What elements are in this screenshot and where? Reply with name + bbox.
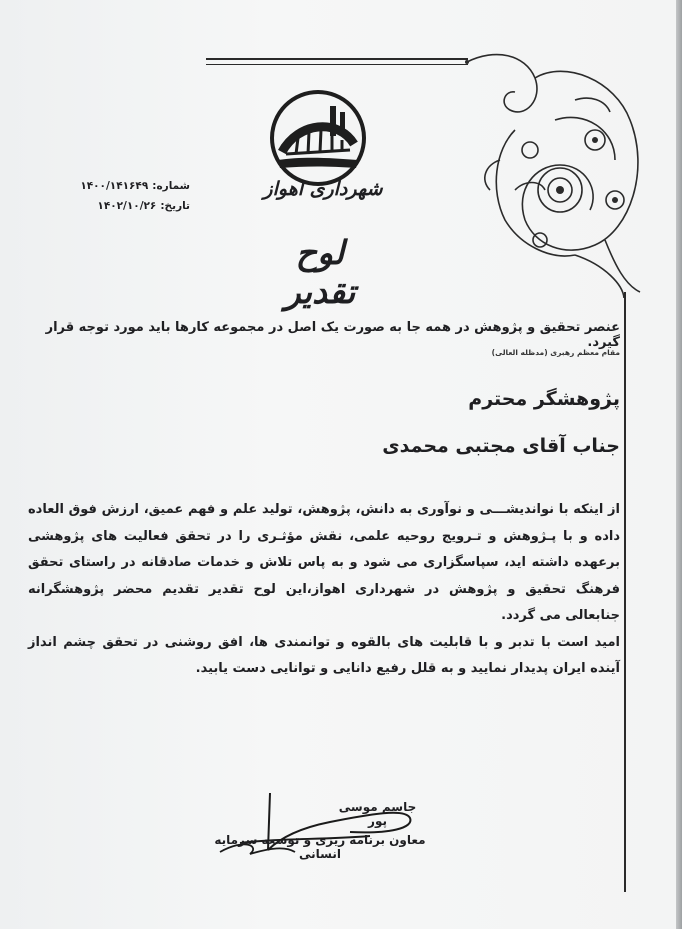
date-row [70, 196, 190, 216]
certificate-body [28, 497, 620, 683]
certificate-title: لوح تقدیر [284, 233, 356, 311]
right-frame-line [624, 292, 626, 892]
quote-text: عنصر تحقیق و پژوهش در همه جا به صورت یک اصل در مجموعه کارها باید مورد توجه قرار گیرد. [45, 320, 620, 350]
signer-name: جاسم موسی پور [338, 800, 417, 828]
ahvaz-municipality-logo [268, 88, 368, 188]
body-paragraph-1: از اینکه با نواندیشـــی و نوآوری به دانش، پژوهش، تولید علم و فهم عمیق، ارزش فوق العاده داده و با پـژوهش و تـرویج روحیه علمی، نقش مؤثـری را در تحقق فعالیت های پژوهشی برعهده داشته اید، سپاسگزاری می شود و به پاس تلاش و خدمات صادقانه در راستای تحقق فرهنگ تحقیق و پژوهش در شهرداری اهواز،این لوح تقدیر تقدیم محضر پژوهشگرانه جنابعالی می گردد. [28, 502, 620, 623]
number-label: شماره: [152, 180, 190, 192]
body-paragraph-2: امید است با تدبر و با قابلیت های بالقوه و توانمندی ها، افق روشنی در تحقق چشم انداز آینده ایران پدیدار نمایید و به قلل رفیع دانایی و توانایی دست یابید. [28, 634, 620, 676]
floral-ornament-icon [455, 40, 670, 300]
addressee-line-2: جناب آقای مجتبی محمدی [382, 435, 620, 457]
number-row [70, 176, 190, 196]
addressee-line-1: پژوهشگر محترم [468, 388, 620, 410]
date-label: تاریخ: [160, 200, 190, 212]
signer-title: معاون برنامه ریزی و توسعه سرمایه انسانی [214, 833, 426, 861]
letter-meta [70, 176, 190, 216]
top-frame-line [206, 58, 468, 65]
date-value: ۱۴۰۲/۱۰/۲۶ [97, 200, 157, 212]
number-value: ۱۴۰۰/۱۴۱۶۴۹ [80, 180, 149, 192]
logo-caption: شهرداری اهواز [263, 178, 383, 200]
quote-source: مقام معظم رهبری (مدظله العالی) [491, 348, 620, 357]
page-edge-shadow [676, 0, 682, 929]
